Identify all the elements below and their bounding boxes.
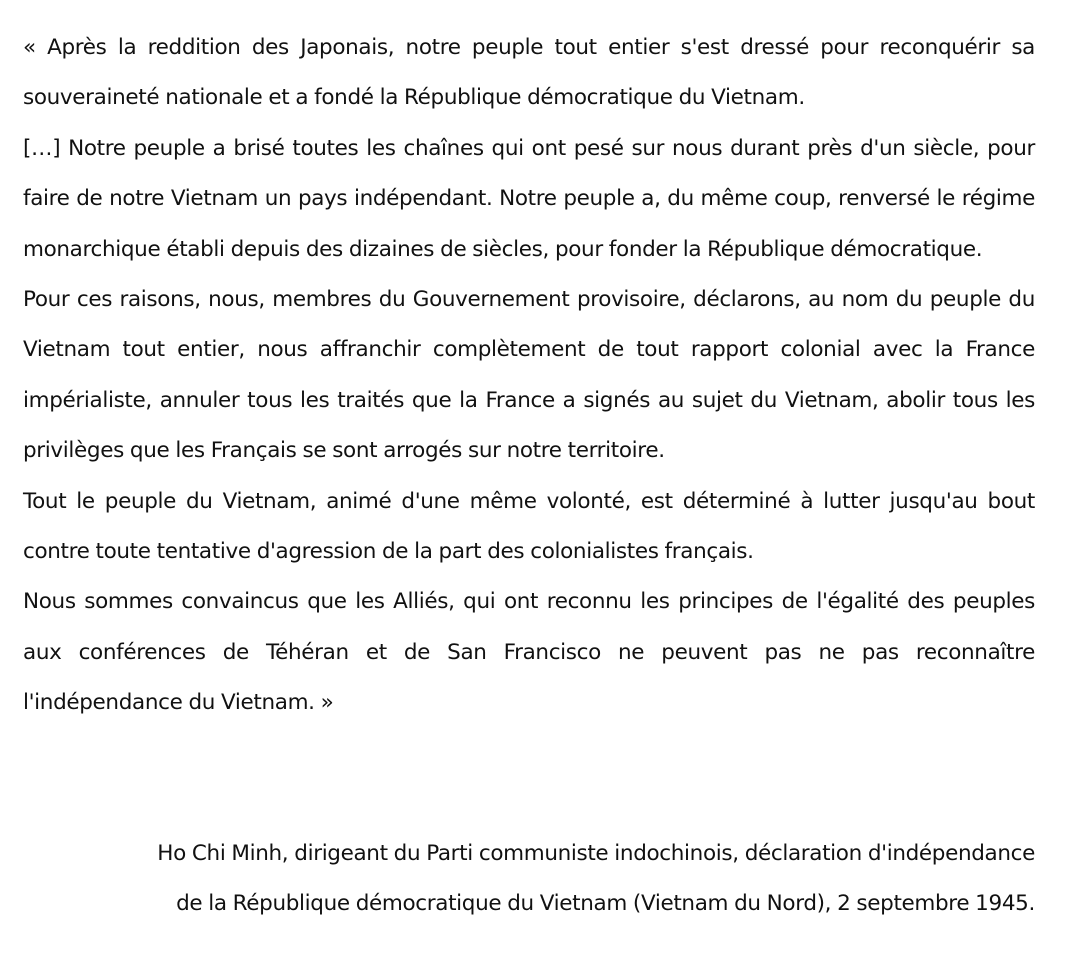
document-page — [23, 23, 1035, 917]
source-line: Ho Chi Minh, dirigeant du Parti communiste indochinois, déclaration d'indépendance — [157, 841, 1035, 866]
source-line: de la République démocratique du Vietnam (Vietnam du Nord), 2 septembre 1945. — [176, 891, 1035, 917]
quote-paragraph: Pour ces raisons, nous, membres du Gouvernement provisoire, déclarons, au nom du peuple du Vietnam tout entier, nous affranchir complètement de tout rapport colonial avec la France impérialiste, annuler tous les traités que la France a signés au sujet du Vietnam, abolir tous les privilèges que les Français se sont arrogés sur notre territoire. — [23, 287, 1035, 464]
quote-paragraph: Tout le peuple du Vietnam, animé d'une même volonté, est déterminé à lutter jusqu'au bout contre toute tentative d'agression de la part des colonialistes français. — [23, 488, 1035, 565]
quote-paragraph: […] Notre peuple a brisé toutes les chaînes qui ont pesé sur nous durant près d'un siècle, pour faire de notre Vietnam un pays indépendant. Notre peuple a, du même coup, renversé le régime monarchique établi depuis des dizaines de siècles, pour fonder la République démocratique. — [23, 135, 1035, 262]
source-citation — [23, 829, 1035, 930]
quotation-block — [23, 23, 1035, 729]
quote-paragraph: « Après la reddition des Japonais, notre peuple tout entier s'est dressé pour reconquérir sa souveraineté nationale et a fondé la République démocratique du Vietnam. — [23, 35, 1035, 111]
quote-paragraph: Nous sommes convaincus que les Alliés, qui ont reconnu les principes de l'égalité des peuples aux conférences de Téhéran et de San Francisco ne peuvent pas ne pas reconnaître l'indépendance du Vietnam. » — [23, 589, 1035, 716]
